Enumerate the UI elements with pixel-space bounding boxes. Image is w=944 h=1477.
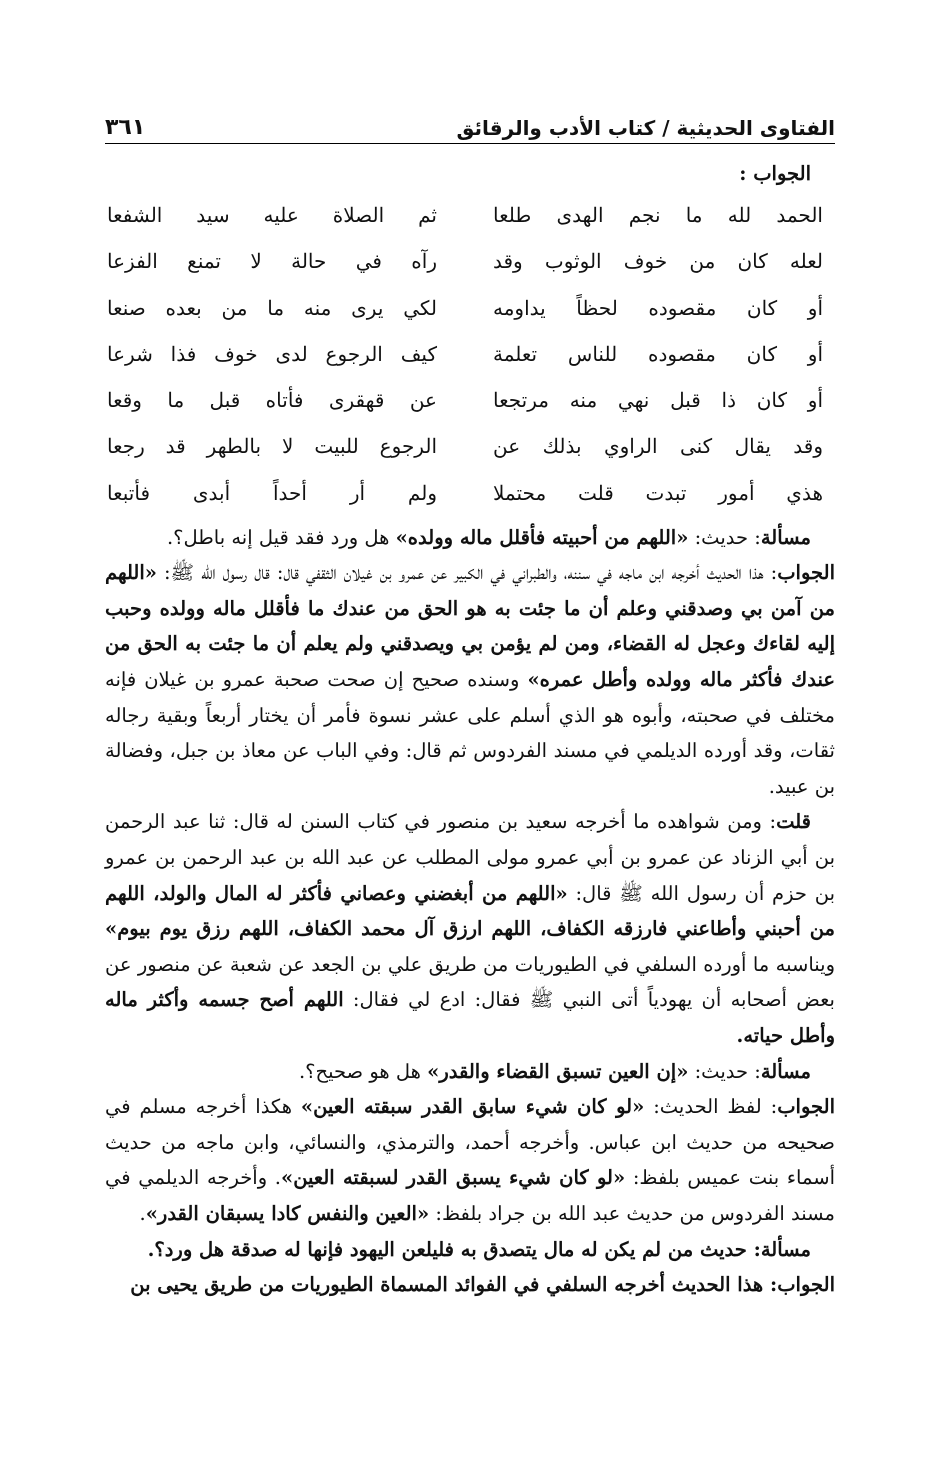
running-head — [105, 100, 835, 140]
running-title: الفتاوى الحديثية / كتاب الأدب والرقائق — [456, 116, 835, 140]
header-rule — [105, 143, 835, 144]
answer-heading: الجواب : — [739, 162, 811, 185]
poem-verse — [105, 470, 835, 516]
verse-second-hemistich: ثم الصلاة عليه سيد الشفعا — [107, 202, 437, 227]
verse-first-hemistich: أو كان مقصوده للناس تعلمة — [493, 341, 823, 366]
question-1: مسألة: حديث: «اللهم من أحبيته فأقلل ماله وولده» هل ورد فقد قيل إنه باطل؟. — [166, 525, 811, 549]
verse-second-hemistich: رآه في حالة لا تمنع الفزعا — [107, 249, 437, 274]
answer-3: الجواب: هذا الحديث أخرجه السلفي في الفوائد المسماة الطيوريات من طريق يحيى بن — [130, 1273, 835, 1297]
verse-second-hemistich: لكي يرى منه ما من بعده صنعا — [107, 295, 437, 320]
page-number: ٣٦١ — [105, 115, 146, 140]
poem-verse — [105, 424, 835, 470]
verse-first-hemistich: الحمد لله ما نجم الهدى طلعا — [493, 202, 823, 227]
verse-first-hemistich: أو كان مقصوده لحظاً يداومه — [493, 295, 823, 320]
verse-second-hemistich: كيف الرجوع لدى خوف فذا شرعا — [107, 341, 437, 366]
poem-verse — [105, 239, 835, 285]
page-body — [105, 156, 835, 1303]
verse-second-hemistich: عن قهقرى فأتاه قبل ما وقعا — [107, 388, 437, 413]
question-2: مسألة: حديث: «إن العين تسبق القضاء والقدر» هل هو صحيح؟. — [298, 1059, 811, 1083]
poem — [105, 193, 835, 517]
verse-first-hemistich: وقد يقال كنى الراوي بذلك عن — [493, 434, 823, 459]
verse-first-hemistich: أو كان ذا قبل نهي منه مرتجعا — [493, 388, 823, 413]
poem-verse — [105, 331, 835, 377]
verse-second-hemistich: ولم أر أحداً أبدى فأتبعا — [107, 480, 437, 505]
question-3: مسألة: حديث من لم يكن له مال يتصدق به فليلعن اليهود فإنها له صدقة هل ورد؟. — [147, 1237, 811, 1261]
poem-verse — [105, 285, 835, 331]
poem-verse — [105, 193, 835, 239]
poem-verse — [105, 378, 835, 424]
verse-first-hemistich: لعله كان من خوف الوثوب وقد — [493, 249, 823, 274]
verse-first-hemistich: هذي أمور تبدت قلت محتملا — [493, 480, 823, 505]
verse-second-hemistich: الرجوع للبيت لا بالطهر قد رجعا — [107, 434, 437, 459]
answer-1: الجواب: هذا الحديث أخرجه ابن ماجه في سننه، والطبراني في الكبير عن عمرو بن غيلان الثقفي قال: قال رسول الله ﷺ: «اللهم من آمن بي وصدقني وعلم أن ما جئت به هو الحق من عندك ما فأقلل ماله وولده وحبب إليه لقاءك وعجل له القضاء، ومن لم يؤمن بي ويصدقني ولم يعلم أن ما جئت به الحق من عندك فأكثر ماله وولده وأطل عمره» وسنده صحيح إن صحت صحبة عمرو بن غيلان فإنه مختلف في صحبته، وأبوه هو الذي أسلم على عشر نسوة فأمر أن يختار أربعاً وبقية رجاله ثقات، وقد أورده الديلمي في مسند الفردوس ثم قال: وفي الباب عن معاذ بن جبل، وفضالة بن عبيد. — [105, 561, 835, 798]
comment-1: قلت: ومن شواهده ما أخرجه سعيد بن منصور في كتاب السنن له قال: ثنا عبد الرحمن بن أبي الزناد عن عمرو بن أبي عمرو مولى المطلب عن عبد الله بن عبد الرحمن بن عمرو بن حزم أن رسول الله ﷺ قال: «اللهم من أبغضني وعصاني فأكثر له المال والولد، اللهم من أحبني وأطاعني فارزقه الكفاف، اللهم ارزق آل محمد الكفاف، اللهم رزق يوم بيوم» ويناسبه ما أورده السلفي في الطيوريات من طريق علي بن الجعد عن شعبة عن منصور عن بعض أصحابه أن يهودياً أتى النبي ﷺ فقال: ادع لي فقال: اللهم أصح جسمه وأكثر ماله وأطل حياته. — [105, 810, 835, 1047]
answer-2: الجواب: لفظ الحديث: «لو كان شيء سابق القدر سبقته العين» هكذا أخرجه مسلم في صحيحه من حديث ابن عباس. وأخرجه أحمد، والترمذي، والنسائي، وابن ماجه من حديث أسماء بنت عميس بلفظ: «لو كان شيء يسبق القدر لسبقته العين». وأخرجه الديلمي في مسند الفردوس من حديث عبد الله بن جراد بلفظ: «العين والنفس كادا يسبقان القدر». — [105, 1095, 836, 1225]
